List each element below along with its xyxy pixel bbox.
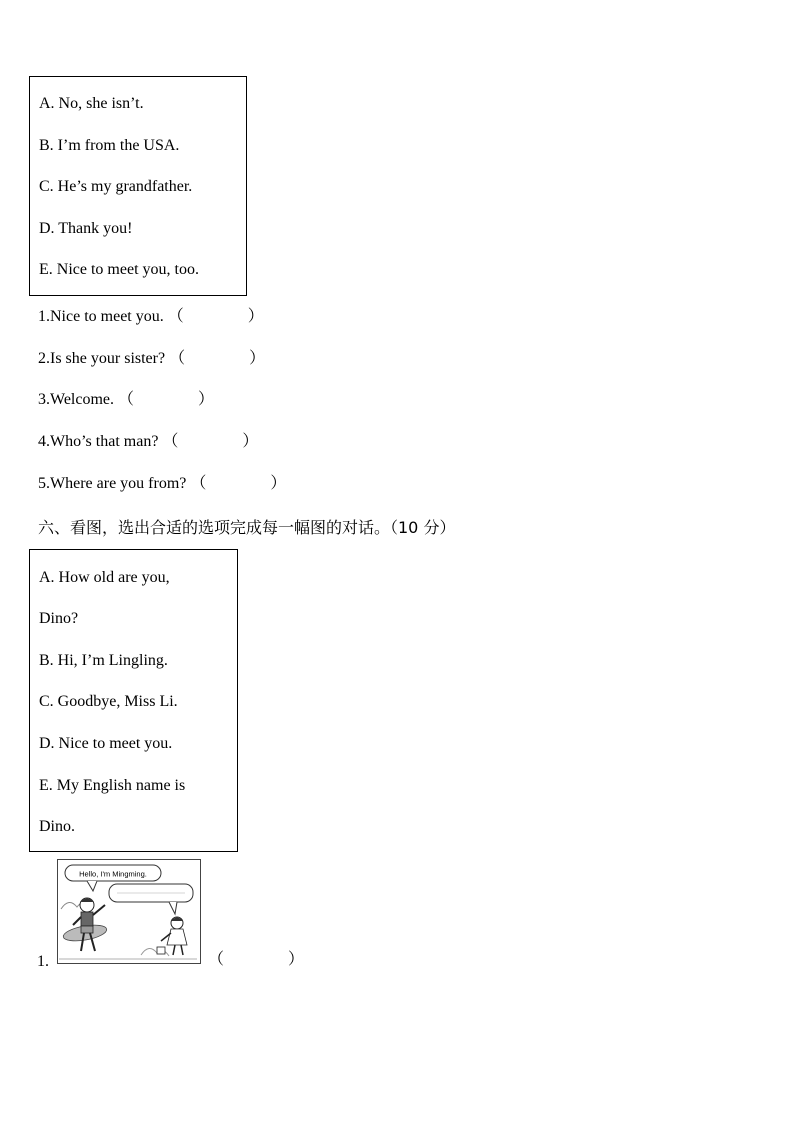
option-b: B. I’m from the USA. [39,137,180,154]
section-6-heading: 六、看图，选出合适的选项完成每一幅图的对话。（10 分） [38,518,456,537]
option-e-line-1: E. My English name is [39,777,186,794]
picture-question-number: 1. [37,953,49,970]
question-text: 4.Who’s that man? [38,433,159,450]
options-box-1 [29,76,247,296]
option-b: B. Hi, I’m Lingling. [39,652,168,669]
question-text: 2.Is she your sister? [38,350,166,367]
answer-blank[interactable]: （ ） [162,433,259,450]
question-text: 1.Nice to meet you. [38,308,164,325]
answer-blank[interactable]: （ ） [118,391,215,408]
answer-blank[interactable]: （ ） [190,475,287,492]
answer-blank[interactable]: （ ） [169,350,266,367]
picture-answer-blank[interactable]: （ ） [208,951,305,968]
option-a-line-1: A. How old are you, [39,569,170,586]
question-3 [38,390,214,410]
answer-blank[interactable]: （ ） [167,308,264,325]
option-d: D. Nice to meet you. [39,735,173,752]
question-4 [38,432,258,452]
option-a: A. No, she isn’t. [39,95,144,112]
question-1 [38,307,264,327]
question-5 [38,474,286,494]
option-c: C. He’s my grandfather. [39,178,193,195]
options-box-2 [29,549,238,852]
question-text: 5.Where are you from? [38,475,187,492]
speech-bubble-text: Hello, I'm Mingming. [79,869,147,879]
cartoon-picture [57,859,201,964]
question-2 [38,349,265,369]
cartoon-illustration [57,859,201,964]
question-text: 3.Welcome. [38,391,115,408]
option-e: E. Nice to meet you, too. [39,261,199,278]
option-d: D. Thank you! [39,220,133,237]
option-e-line-2: Dino. [39,818,75,835]
option-c: C. Goodbye, Miss Li. [39,693,178,710]
option-a-line-2: Dino? [39,610,79,627]
